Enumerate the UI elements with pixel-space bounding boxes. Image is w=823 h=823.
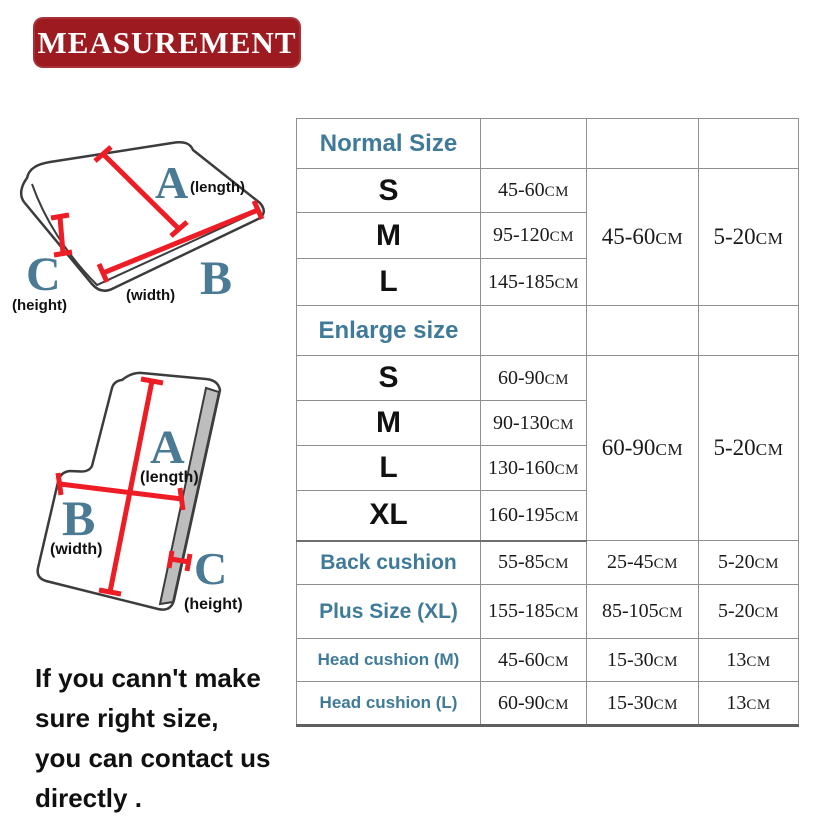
- label-c: C: [194, 543, 228, 594]
- length-cell: 60-90CM: [481, 682, 587, 726]
- size-cell: S: [297, 356, 481, 401]
- label-b: B: [62, 490, 96, 546]
- width-cell: 15-30CM: [587, 682, 699, 726]
- length-cell: 90-130CM: [481, 401, 587, 446]
- width-cell-span: 45-60CM: [587, 169, 699, 306]
- size-cell: L: [297, 259, 481, 306]
- size-cell: L: [297, 446, 481, 491]
- table-row: [297, 682, 799, 726]
- label-a-sub: (length): [140, 469, 199, 486]
- width-cell: 85-105CM: [587, 585, 699, 639]
- label-c-sub: (height): [12, 297, 67, 314]
- col-header-length: Length(A): [481, 119, 587, 169]
- table-header-normal: [297, 119, 799, 169]
- length-cell: 45-60CM: [481, 169, 587, 213]
- size-cell: M: [297, 401, 481, 446]
- label-c-sub: (height): [184, 596, 243, 613]
- size-cell: XL: [297, 491, 481, 541]
- note-line: you can contact us: [35, 743, 271, 773]
- label-a: A: [155, 157, 189, 208]
- height-cell: 5-20CM: [699, 541, 799, 585]
- measurement-title: MEASUREMENT: [33, 17, 301, 68]
- section-label: Normal Size: [297, 119, 481, 169]
- col-header-width: Width(B): [587, 306, 699, 356]
- col-header-width: Width(B): [587, 119, 699, 169]
- sofa-cover-diagram: [0, 348, 300, 643]
- width-cell-span: 60-90CM: [587, 356, 699, 541]
- length-cell: 45-60CM: [481, 639, 587, 682]
- contact-note: [35, 658, 320, 818]
- length-cell: 160-195CM: [481, 491, 587, 541]
- row-label: Back cushion: [297, 541, 481, 585]
- height-cell-span: 5-20CM: [699, 356, 799, 541]
- label-a-sub: (length): [190, 179, 245, 196]
- table-row: [297, 639, 799, 682]
- row-label: Head cushion (M): [297, 639, 481, 682]
- table-header-enlarge: [297, 306, 799, 356]
- height-cell: 13CM: [699, 639, 799, 682]
- height-cell: 5-20CM: [699, 585, 799, 639]
- length-cell: 145-185CM: [481, 259, 587, 306]
- size-cell: M: [297, 213, 481, 259]
- table-row: [297, 585, 799, 639]
- label-c: C: [26, 248, 61, 301]
- label-a: A: [150, 421, 185, 474]
- note-line: directly .: [35, 783, 142, 813]
- height-cell-span: 5-20CM: [699, 169, 799, 306]
- label-b: B: [200, 252, 233, 305]
- table-row: [297, 541, 799, 585]
- length-cell: 130-160CM: [481, 446, 587, 491]
- label-b-sub: (width): [126, 287, 176, 304]
- length-cell: 155-185CM: [481, 585, 587, 639]
- width-cell: 15-30CM: [587, 639, 699, 682]
- section-label: Enlarge size: [297, 306, 481, 356]
- seat-cushion-diagram: [0, 110, 300, 325]
- table-row: [297, 169, 799, 213]
- length-cell: 60-90CM: [481, 356, 587, 401]
- col-header-length: Length(A): [481, 306, 587, 356]
- table-row: [297, 356, 799, 401]
- height-cell: 13CM: [699, 682, 799, 726]
- row-label: Head cushion (L): [297, 682, 481, 726]
- size-table: [296, 118, 799, 727]
- size-cell: S: [297, 169, 481, 213]
- col-header-height: Height(C): [699, 119, 799, 169]
- label-b-sub: (width): [50, 541, 103, 558]
- row-label: Plus Size (XL): [297, 585, 481, 639]
- width-cell: 25-45CM: [587, 541, 699, 585]
- note-line: sure right size,: [35, 703, 219, 733]
- length-cell: 95-120CM: [481, 213, 587, 259]
- col-header-height: Height(C): [699, 306, 799, 356]
- note-line: If you cann't make: [35, 663, 261, 693]
- length-cell: 55-85CM: [481, 541, 587, 585]
